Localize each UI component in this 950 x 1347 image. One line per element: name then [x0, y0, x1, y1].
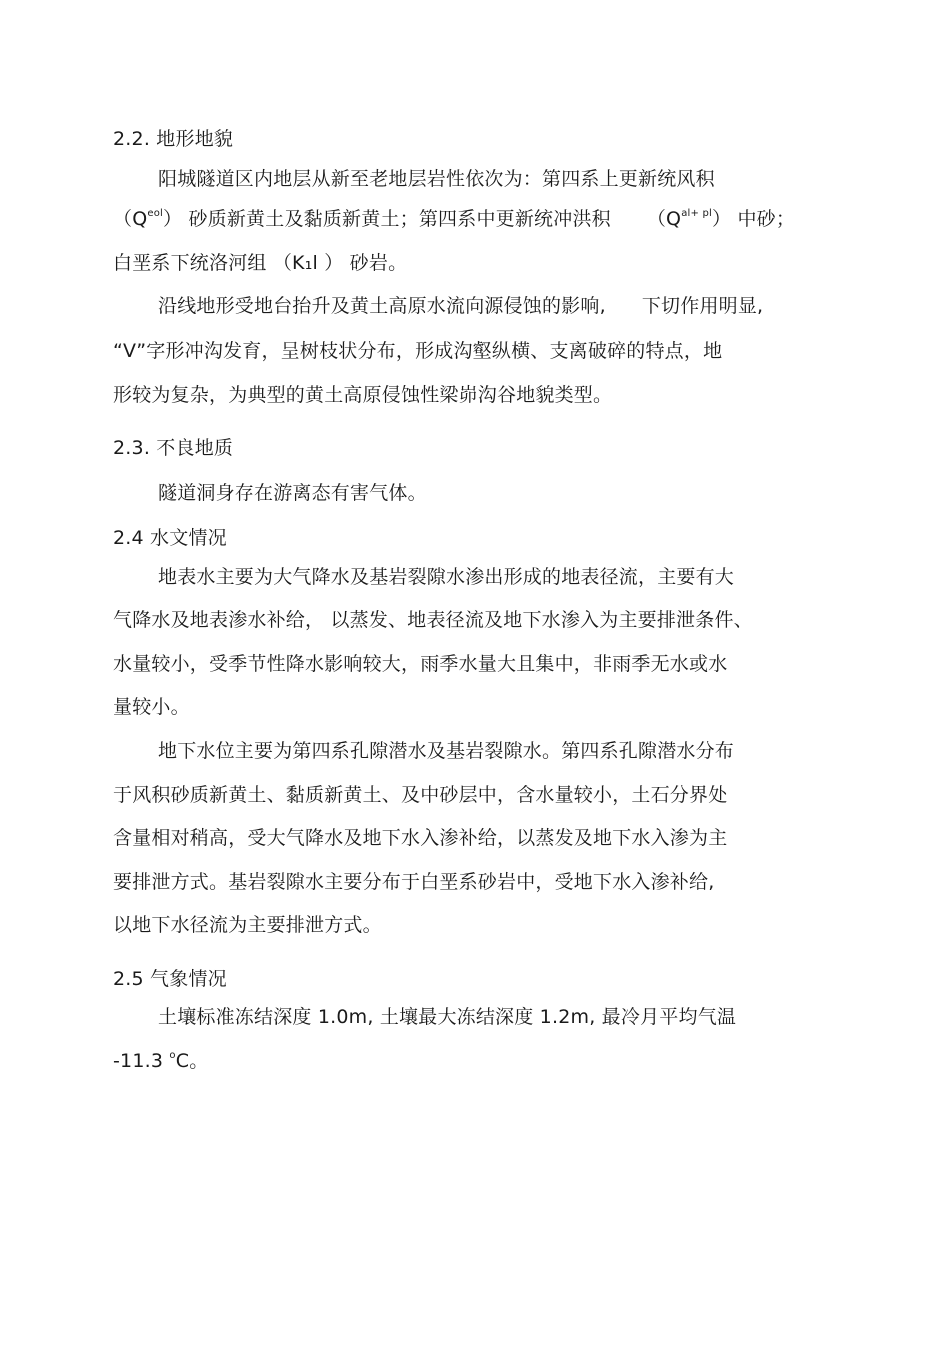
section-heading-2-4: 2.4 水文情况 — [113, 527, 227, 549]
paragraph-line: 地下水位主要为第四系孔隙潜水及基岩裂隙水。第四系孔隙潜水分布 — [158, 740, 735, 762]
superscript: eol — [147, 208, 164, 219]
paragraph-line: 隧道洞身存在游离态有害气体。 — [158, 482, 427, 504]
paragraph-line: $(Q^{eol})$ 砂质新黄土及黏质新黄土；第四系中更新统冲洪积 $(Q^{al+ pl})$ 中砂； — [113, 208, 796, 230]
section-heading-2-5: 2.5 气象情况 — [113, 968, 227, 990]
paragraph-line: 阳城隧道区内地层从新至老地层岩性依次为：第四系上更新统风积 — [158, 168, 715, 190]
paragraph-line: 气降水及地表渗水补给， 以蒸发、地表径流及地下水渗入为主要排泄条件、 — [113, 609, 753, 631]
paragraph-line: 于风积砂质新黄土、黏质新黄土、及中砂层中，含水量较小，土石分界处 — [113, 784, 728, 806]
paragraph-line: 形较为复杂，为典型的黄土高原侵蚀性梁峁沟谷地貌类型。 — [113, 384, 613, 406]
paragraph-line: 白垩系下统洛河组 （K₁l ） 砂岩。 — [113, 252, 408, 274]
degree-superscript: o — [169, 1050, 176, 1061]
paragraph-line: 以地下水径流为主要排泄方式。 — [113, 914, 382, 936]
paragraph-line: 沿线地形受地台抬升及黄土高原水流向源侵蚀的影响, 下切作用明显, — [158, 295, 764, 317]
paragraph-line: 土壤标准冻结深度 1.0m, 土壤最大冻结深度 1.2m, 最冷月平均气温 — [158, 1006, 737, 1028]
section-heading-2-2: 2.2. 地形地貌 — [113, 128, 234, 150]
paragraph-line: 地表水主要为大气降水及基岩裂隙水渗出形成的地表径流，主要有大 — [158, 566, 735, 588]
section-heading-2-3: 2.3. 不良地质 — [113, 437, 234, 459]
superscript: al+ pl — [681, 208, 713, 219]
paragraph-line: 要排泄方式。基岩裂隙水主要分布于白垩系砂岩中，受地下水入渗补给, — [113, 871, 715, 893]
paragraph-line: 水量较小，受季节性降水影响较大，雨季水量大且集中，非雨季无水或水 — [113, 653, 728, 675]
paragraph-line: -11.3 $^o$C。 — [113, 1050, 209, 1072]
paragraph-line: 含量相对稍高，受大气降水及地下水入渗补给，以蒸发及地下水入渗为主 — [113, 827, 728, 849]
paragraph-line: 量较小。 — [113, 696, 190, 718]
paragraph-line: “V”字形冲沟发育，呈树枝状分布，形成沟壑纵横、支离破碎的特点，地 — [113, 340, 723, 362]
